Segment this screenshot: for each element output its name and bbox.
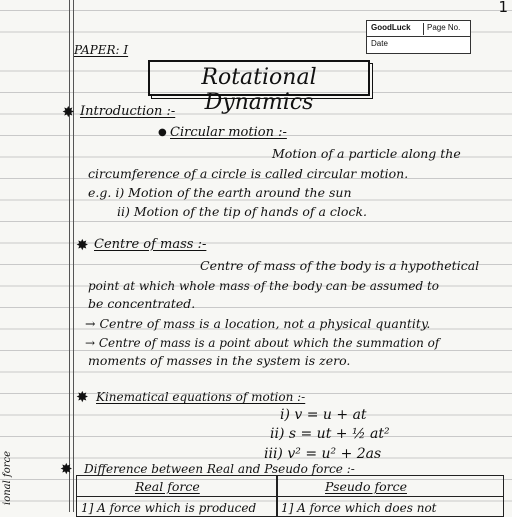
header-divider xyxy=(367,36,470,37)
paper-label: PAPER: I xyxy=(74,43,129,57)
page-number: 1 xyxy=(498,0,508,16)
star-bullet-icon: ✸ xyxy=(60,460,73,478)
com-line-5: → Centre of mass is a point about which the summation of xyxy=(85,336,440,350)
intro-line-2: circumference of a circle is called circular motion. xyxy=(88,166,409,181)
table-column-divider xyxy=(276,476,278,516)
equation-3: iii) v² = u² + 2as xyxy=(264,446,382,462)
page-title: Rotational Dynamics xyxy=(201,65,317,115)
star-bullet-icon: ✸ xyxy=(76,388,89,406)
intro-line-1: Motion of a particle along the xyxy=(272,146,461,161)
side-note: ional force xyxy=(2,450,13,505)
kinematical-heading: Kinematical equations of motion :- xyxy=(96,390,306,404)
equation-1: i) v = u + at xyxy=(280,407,367,423)
equation-2: ii) s = ut + ½ at² xyxy=(270,426,390,442)
star-bullet-icon: ✸ xyxy=(76,236,89,254)
title-box xyxy=(148,60,370,115)
table-cell-pseudo-1: 1] A force which does not xyxy=(281,501,437,515)
centre-of-mass-heading: Centre of mass :- xyxy=(94,237,207,252)
introduction-heading: Introduction :- xyxy=(80,104,176,119)
notebook-header-box xyxy=(366,20,471,54)
com-line-2: point at which whole mass of the body can be assumed to xyxy=(88,279,440,293)
date-label: Date xyxy=(371,39,388,48)
com-line-3: be concentrated. xyxy=(88,296,196,311)
com-line-1: Centre of mass of the body is a hypothetical xyxy=(200,258,480,273)
table-cell-real-1: 1] A force which is produced xyxy=(81,501,257,515)
com-line-6: moments of masses in the system is zero. xyxy=(88,353,351,368)
margin-line xyxy=(69,0,70,512)
notebook-brand: GoodLuck xyxy=(371,23,411,32)
dot-bullet-icon: ● xyxy=(158,127,167,138)
table-header-pseudo: Pseudo force xyxy=(325,479,407,494)
page-no-label: Page No. xyxy=(423,23,460,35)
table-row-divider xyxy=(77,496,503,497)
intro-line-4: ii) Motion of the tip of hands of a clock. xyxy=(117,204,367,219)
difference-table xyxy=(76,475,504,517)
difference-heading: Difference between Real and Pseudo force :- xyxy=(84,462,355,476)
com-line-4: → Centre of mass is a location, not a physical quantity. xyxy=(85,316,431,331)
intro-line-3: e.g. i) Motion of the earth around the sun xyxy=(88,185,352,200)
table-header-real: Real force xyxy=(135,479,200,494)
margin-line-inner xyxy=(73,0,74,512)
circular-motion-heading: Circular motion :- xyxy=(170,125,287,140)
star-bullet-icon: ✸ xyxy=(62,103,75,121)
